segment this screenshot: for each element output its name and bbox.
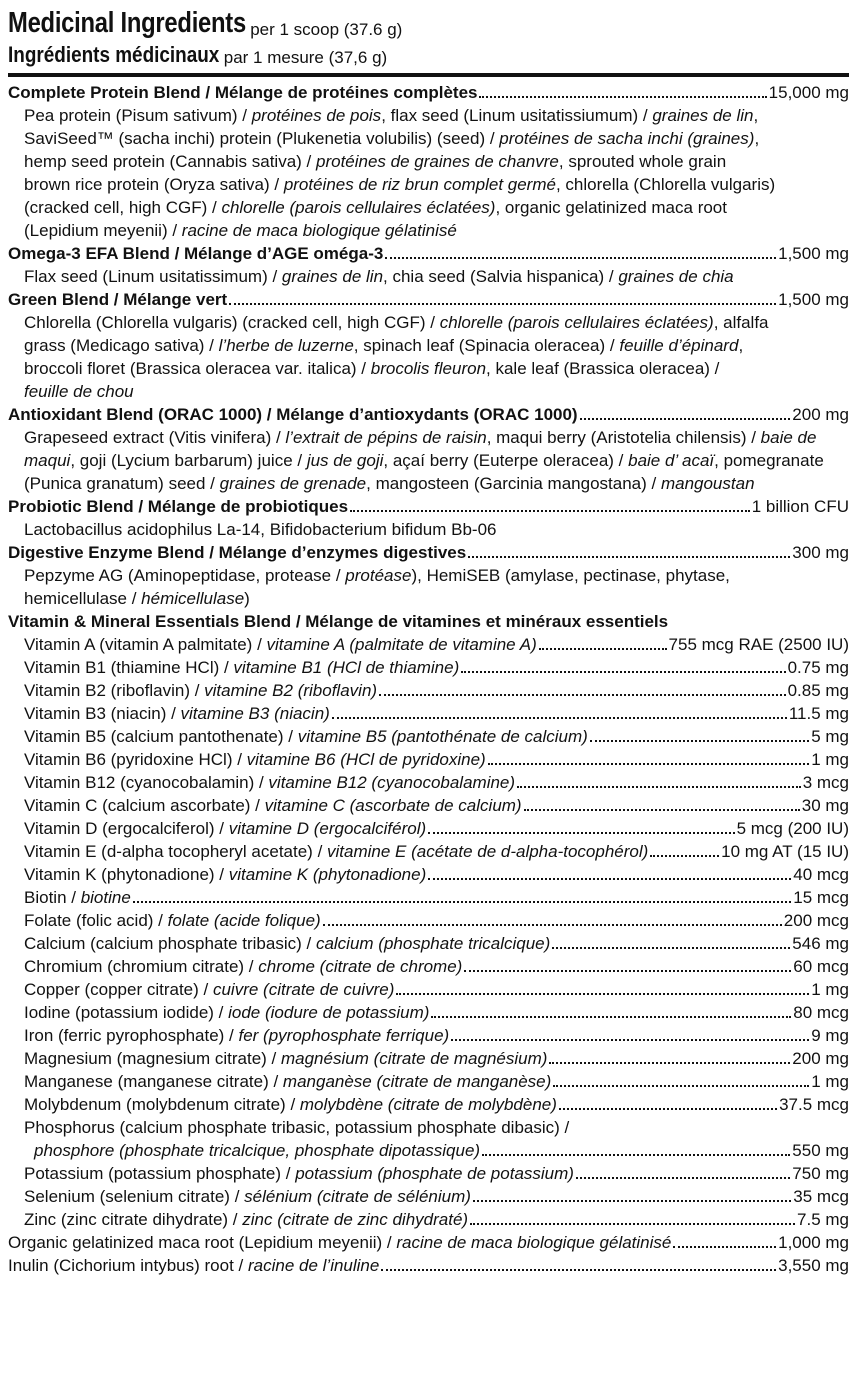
french-name: baie de [760,428,817,447]
english-name: , flax seed (Linum usitatissiumum) / [381,106,653,125]
vitamin-row [8,1070,849,1093]
leader-dots [468,556,790,558]
french-name: feuille de chou [24,382,134,401]
vitamin-row-label [24,909,321,932]
english-name: Folate (folic acid) / [24,911,168,930]
vitamin-list [8,633,849,1231]
vitamin-row [8,863,849,886]
english-name: Selenium (selenium citrate) / [24,1187,245,1206]
english-name: Pepzyme AG (Aminopeptidase, protease / [24,566,346,585]
vitamin-row-amount: 0.75 mg [787,658,849,677]
english-name: Vitamin E (d-alpha tocopheryl acetate) / [24,842,328,861]
vitamin-row [8,771,849,794]
english-name: Vitamin B3 (niacin) / [24,704,181,723]
french-name: protéines de riz brun complet germé [283,175,556,194]
english-name: , organic gelatinized maca root [495,198,727,217]
description-line [24,380,849,403]
french-name: protéines de sacha inchi (graines) [499,129,755,148]
french-name: folate (acide folique) [167,911,321,930]
english-name: Potassium (potassium phosphate) / [24,1164,296,1183]
vitamin-row [8,886,849,909]
other-ingredient-row [8,1231,849,1254]
english-name: Zinc (zinc citrate dihydrate) / [24,1210,243,1229]
blend-probiotic [8,495,849,518]
french-name: magnésium (citrate de magnésium) [280,1049,548,1068]
english-name: Copper (copper citrate) / [24,980,213,999]
english-name: , sprouted whole grain [558,152,727,171]
vitamin-row-label [24,1001,429,1024]
english-name: Chromium (chromium citrate) / [24,957,259,976]
title-en-line [8,6,849,38]
vitamin-row-amount: 5 mcg (200 IU) [736,819,849,838]
french-name: potassium (phosphate de potassium) [295,1164,574,1183]
blend-probiotic-amount: 1 billion CFU [751,497,849,516]
vitamin-row-amount: 1 mg [811,1072,849,1091]
english-name: , [754,129,760,148]
phosphorus-row [8,1139,849,1162]
french-name: jus de goji [306,451,384,470]
blend-enzyme [8,541,849,564]
other-ingredient-row-label [8,1231,671,1254]
vitamin-row-amount: 0.85 mg [787,681,849,700]
vitamin-row-amount: 37.5 mcg [779,1095,849,1114]
french-name: protéines de graines de chanvre [316,152,559,171]
french-name: chrome (citrate de chrome) [258,957,463,976]
english-name: Green Blend / Mélange vert [8,290,228,309]
english-name: , maqui berry (Aristotelia chilensis) / [486,428,761,447]
leader-dots [650,855,719,857]
vitamin-row-label [24,955,462,978]
serving-fr: par 1 mesure (37,6 g) [223,48,388,67]
english-name: Pea protein (Pisum sativum) / [24,106,252,125]
description-line [24,449,849,472]
leader-dots [590,740,809,742]
blend-green-amount: 1,500 mg [778,290,849,309]
vitamin-row-amount: 35 mcg [793,1187,849,1206]
vitamin-row [8,679,849,702]
other-ingredient-row-label [8,1254,379,1277]
blend-protein-amount: 15,000 mg [768,83,849,102]
description-line [24,311,849,334]
english-name: grass (Medicago sativa) / [24,336,219,355]
vitamin-row-label [24,1093,557,1116]
blend-protein [8,81,849,104]
vitamin-row-amount: 5 mg [811,727,849,746]
english-name: Lactobacillus acidophilus La-14, Bifidobacterium bifidum Bb-06 [24,520,497,539]
blend-enzyme-label [8,541,466,564]
english-name: Vitamin B12 (cyanocobalamin) / [24,773,269,792]
leader-dots [332,717,787,719]
english-name: ), HemiSEB (amylase, pectinase, phytase, [411,566,730,585]
vitamin-row-amount: 3 mcg [802,773,849,792]
blend-list [8,81,849,610]
english-name: , [753,106,759,125]
leader-dots [428,832,734,834]
french-name: molybdène (citrate de molybdène) [299,1095,557,1114]
phosphorus-label: Phosphorus (calcium phosphate tribasic, potassium phosphate dibasic) / [24,1118,570,1137]
description-line [24,104,849,127]
leader-dots [553,1085,809,1087]
vitamin-row-label [24,679,377,702]
english-name: Chlorella (Chlorella vulgaris) (cracked cell, high CGF) / [24,313,440,332]
leader-dots [229,303,776,305]
french-name: vitamine B3 (niacin) [180,704,330,723]
french-name: l’herbe de luzerne [218,336,354,355]
blend-green [8,288,849,311]
blend-omega-label [8,242,383,265]
vitamin-row-amount: 11.5 mg [788,704,849,723]
french-name: biotine [80,888,131,907]
vitamin-row [8,978,849,1001]
french-name: cuivre (citrate de cuivre) [212,980,395,999]
english-name: SaviSeed™ (sacha inchi) protein (Plukenetia volubilis) (seed) / [24,129,500,148]
french-name: calcium (phosphate tricalcique) [315,934,551,953]
leader-dots [576,1177,790,1179]
english-name: Digestive Enzyme Blend / Mélange d’enzymes digestives [8,543,467,562]
vitamin-row-label [24,1162,574,1185]
english-name: Vitamin B2 (riboflavin) / [24,681,205,700]
english-name: Vitamin B1 (thiamine HCl) / [24,658,234,677]
blend-omega-description [8,265,849,288]
leader-dots [428,878,791,880]
leader-dots [580,418,791,420]
english-name: , spinach leaf (Spinacia oleracea) / [353,336,620,355]
english-name: , chlorella (Chlorella vulgaris) [555,175,776,194]
english-name: hemp seed protein (Cannabis sativa) / [24,152,316,171]
french-name: chlorelle (parois cellulaires éclatées) [439,313,714,332]
description-line [24,127,849,150]
leader-dots [482,1154,790,1156]
vitamin-row-amount: 1 mg [811,750,849,769]
english-name: Grapeseed extract (Vitis vinifera) / [24,428,286,447]
vitamin-row-label [24,656,459,679]
english-name: , chia seed (Salvia hispanica) / [383,267,619,286]
french-name: vitamine B1 (HCl de thiamine) [233,658,460,677]
french-name: sélénium (citrate de sélénium) [244,1187,471,1206]
other-ingredients-list [8,1231,849,1277]
other-ingredient-row-amount: 3,550 mg [778,1256,849,1275]
english-name: Vitamin D (ergocalciferol) / [24,819,229,838]
french-name: zinc (citrate de zinc dihydraté) [242,1210,469,1229]
english-name: , pomegranate [714,451,824,470]
french-name: vitamine K (phytonadione) [228,865,427,884]
english-name: , mangosteen (Garcinia mangostana) / [366,474,661,493]
french-name: manganèse (citrate de manganèse) [282,1072,552,1091]
vitamin-row-label [24,932,550,955]
english-name: Omega-3 EFA Blend / Mélange d’AGE oméga-3 [8,244,384,263]
french-name: chlorelle (parois cellulaires éclatées) [221,198,496,217]
vitamin-row [8,1185,849,1208]
description-line [24,472,849,495]
vitamin-row [8,1162,849,1185]
english-name: (cracked cell, high CGF) / [24,198,222,217]
vitamin-row-amount: 200 mcg [783,911,849,930]
blend-antioxidant [8,403,849,426]
vitamin-row-amount: 30 mg [801,796,849,815]
vitamin-row [8,702,849,725]
vitamin-row-label [24,978,394,1001]
english-name: , açaí berry (Euterpe oleracea) / [383,451,629,470]
vitamin-row-label [24,1070,551,1093]
vitamin-row-amount: 200 mg [792,1049,849,1068]
french-name: vitamine D (ergocalciférol) [228,819,427,838]
description-line [24,564,849,587]
vitamin-row-amount: 7.5 mg [797,1210,849,1229]
description-line [24,357,849,380]
english-name: Vitamin A (vitamin A palmitate) / [24,635,267,654]
french-name: mangoustan [660,474,755,493]
vitamin-row [8,955,849,978]
description-line [24,426,849,449]
leader-dots [396,993,809,995]
leader-dots [133,901,791,903]
leader-dots [473,1200,791,1202]
description-line [24,219,849,242]
description-line [24,173,849,196]
blend-protein-label [8,81,477,104]
vitamin-row-label [24,702,330,725]
english-name: (Punica granatum) seed / [24,474,220,493]
french-name: brocolis fleuron [370,359,487,378]
leader-dots [470,1223,795,1225]
french-name: vitamine A (palmitate de vitamine A) [266,635,537,654]
french-name: maqui [24,451,71,470]
title-fr-line [8,38,849,66]
english-name: Organic gelatinized maca root (Lepidium meyenii) / [8,1233,397,1252]
vitamin-row-label [24,633,537,656]
vitamin-row-amount: 80 mcg [793,1003,849,1022]
vitamin-row [8,794,849,817]
vitamin-row-label [24,748,486,771]
leader-dots [552,947,790,949]
english-name: Vitamin B5 (calcium pantothenate) / [24,727,298,746]
leader-dots [559,1108,777,1110]
french-name: l’extrait de pépins de raisin [285,428,487,447]
french-name: vitamine B5 (pantothénate de calcium) [297,727,588,746]
vitamin-row-label [24,794,522,817]
english-name: Molybdenum (molybdenum citrate) / [24,1095,300,1114]
english-name: Calcium (calcium phosphate tribasic) / [24,934,316,953]
english-name: , goji (Lycium barbarum) juice / [70,451,307,470]
blend-enzyme-description [8,564,849,610]
french-name: vitamine B6 (HCl de pyridoxine) [246,750,486,769]
english-name: Antioxidant Blend (ORAC 1000) / Mélange d’antioxydants (ORAC 1000) [8,405,578,424]
french-name: vitamine B12 (cyanocobalamine) [268,773,516,792]
vitamin-row-amount: 60 mcg [793,957,849,976]
vitamin-row-label [24,817,426,840]
english-name: , alfalfa [713,313,769,332]
blend-omega-amount: 1,500 mg [778,244,849,263]
vitamin-row-amount: 10 mg AT (15 IU) [721,842,849,861]
title-fr: Ingrédients médicinaux [8,42,220,67]
english-name: Biotin / [24,888,81,907]
vitamin-row-amount: 755 mcg RAE (2500 IU) [668,635,849,654]
french-name: racine de maca biologique gélatinisé [181,221,457,240]
english-name: Vitamin C (calcium ascorbate) / [24,796,265,815]
serving-en: per 1 scoop (37.6 g) [250,20,403,39]
english-name: Flax seed (Linum usitatissimum) / [24,267,282,286]
phosphorus-amount: 550 mg [792,1141,849,1160]
vitamin-row-label [24,840,648,863]
french-name: graines de chia [618,267,734,286]
other-ingredient-row-amount: 1,000 mg [778,1233,849,1252]
leader-dots [350,510,750,512]
french-name: vitamine C (ascorbate de calcium) [264,796,522,815]
vitamin-row-label [24,1208,468,1231]
blend-antioxidant-amount: 200 mg [792,405,849,424]
leader-dots [673,1246,776,1248]
english-name: brown rice protein (Oryza sativa) / [24,175,284,194]
title-en: Medicinal Ingredients [8,7,246,39]
vitamin-row-label [24,886,131,909]
english-name: Iron (ferric pyrophosphate) / [24,1026,239,1045]
vitamin-row-label [24,1047,547,1070]
blend-protein-description [8,104,849,242]
french-name: vitamine B2 (riboflavin) [204,681,378,700]
blend-probiotic-label [8,495,348,518]
blend-green-label [8,288,227,311]
leader-dots [451,1039,809,1041]
leader-dots [539,648,667,650]
french-name: racine de l’inuline [247,1256,380,1275]
french-name: racine de maca biologique gélatinisé [396,1233,672,1252]
blend-green-description [8,311,849,403]
vitamin-row-label [24,771,515,794]
vitamin-row [8,748,849,771]
english-name: broccoli floret (Brassica oleracea var. italica) / [24,359,371,378]
english-name: Manganese (manganese citrate) / [24,1072,283,1091]
english-name: hemicellulase / [24,589,142,608]
description-line [24,587,849,610]
leader-dots [488,763,810,765]
leader-dots [524,809,800,811]
french-name: phosphore (phosphate tricalcique, phosphate dipotassique) [34,1141,481,1160]
description-line [24,518,849,541]
vitamin-row-label [24,1024,449,1047]
blend-omega [8,242,849,265]
vitamin-row [8,633,849,656]
english-name: Probiotic Blend / Mélange de probiotiques [8,497,349,516]
leader-dots [461,671,785,673]
vitamin-row-amount: 40 mcg [793,865,849,884]
vitamin-row [8,1001,849,1024]
phosphorus-line1 [8,1116,849,1139]
description-line [24,196,849,219]
vitamin-row-amount: 546 mg [792,934,849,953]
vitamin-row [8,840,849,863]
english-name: Vitamin B6 (pyridoxine HCl) / [24,750,247,769]
vitamin-row-amount: 9 mg [811,1026,849,1045]
blend-antioxidant-description [8,426,849,495]
blend-enzyme-amount: 300 mg [792,543,849,562]
leader-dots [549,1062,790,1064]
vitamin-row [8,1093,849,1116]
french-name: fer (pyrophosphate ferrique) [238,1026,450,1045]
english-name: , kale leaf (Brassica oleracea) / [486,359,720,378]
leader-dots [464,970,791,972]
french-name: baie d’ acaï [628,451,715,470]
leader-dots [323,924,782,926]
french-name: feuille d’épinard [619,336,739,355]
vitamin-row-label [24,1185,471,1208]
vitamin-row-amount: 1 mg [811,980,849,999]
description-line [24,150,849,173]
leader-dots [381,1269,776,1271]
vitamin-row [8,817,849,840]
english-name: Inulin (Cichorium intybus) root / [8,1256,248,1275]
vitamin-row [8,932,849,955]
vitamin-row [8,1047,849,1070]
vitamin-blend-label: Vitamin & Mineral Essentials Blend / Mélange de vitamines et minéraux essentiels [8,612,669,631]
french-name: graines de lin [652,106,754,125]
vitamin-row-amount: 15 mcg [793,888,849,907]
french-name: graines de lin [281,267,384,286]
vitamin-row-label [24,725,588,748]
french-name: protéines de pois [251,106,382,125]
leader-dots [379,694,786,696]
leader-dots [431,1016,791,1018]
header-rule [8,73,849,77]
blend-probiotic-description [8,518,849,541]
vitamin-row-label [24,863,426,886]
leader-dots [385,257,776,259]
french-name: vitamine E (acétate de d-alpha-tocophérol) [327,842,649,861]
leader-dots [517,786,801,788]
english-name: ) [244,589,250,608]
english-name: Complete Protein Blend / Mélange de protéines complètes [8,83,478,102]
vitamin-row-amount: 750 mg [792,1164,849,1183]
english-name: Vitamin K (phytonadione) / [24,865,229,884]
vitamin-row [8,909,849,932]
french-name: hémicellulase [141,589,245,608]
vitamin-row [8,1024,849,1047]
english-name: , [738,336,744,355]
english-name: Magnesium (magnesium citrate) / [24,1049,281,1068]
vitamin-row [8,1208,849,1231]
english-name: (Lepidium meyenii) / [24,221,182,240]
french-name: iode (iodure de potassium) [228,1003,430,1022]
blend-antioxidant-label [8,403,578,426]
vitamin-row [8,656,849,679]
description-line [24,265,849,288]
vitamin-row [8,725,849,748]
leader-dots [479,96,766,98]
french-name: protéase [345,566,412,585]
description-line [24,334,849,357]
other-ingredient-row [8,1254,849,1277]
french-name: graines de grenade [219,474,367,493]
english-name: Iodine (potassium iodide) / [24,1003,229,1022]
